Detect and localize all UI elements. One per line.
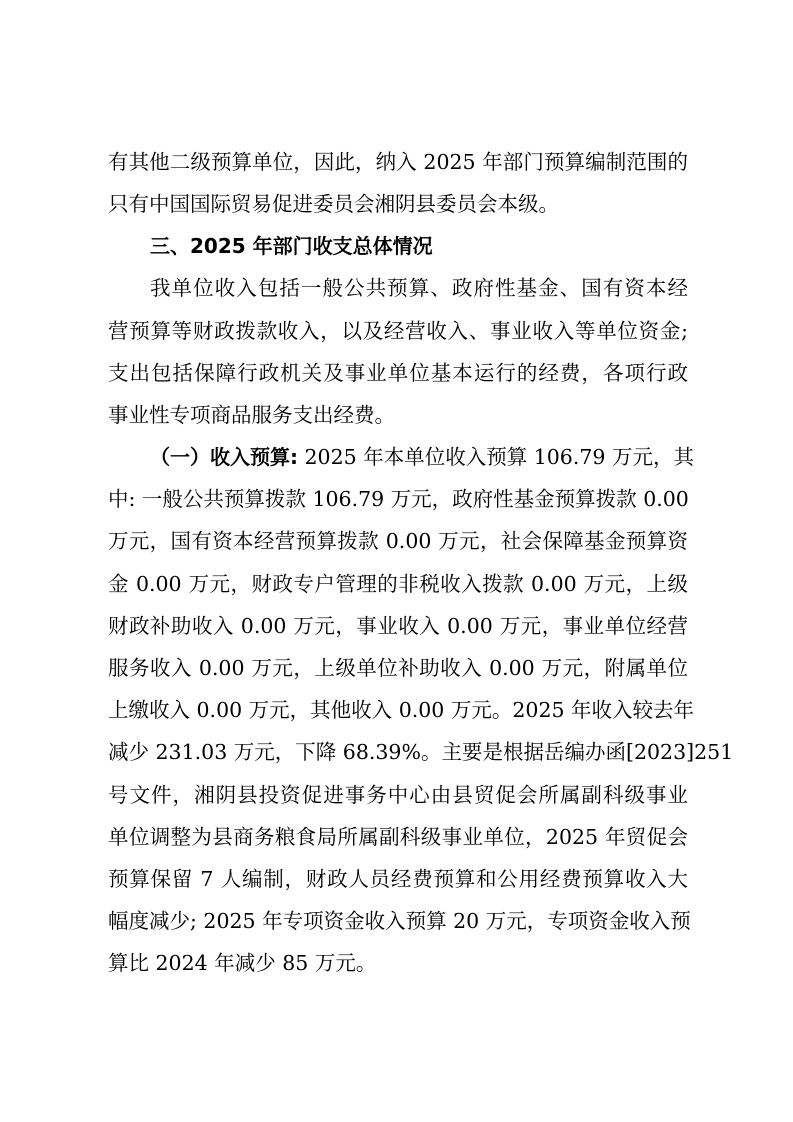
income-lead-label: （一）收入预算: [150,445,298,469]
income-line-11: 预算保留 7 人编制，财政人员经费预算和公用经费预算收入大 [108,867,688,891]
income-line-9: 号文件，湘阴县投资促进事务中心由县贸促会所属副科级事业 [108,783,688,807]
intro-line-2: 只有中国国际贸易促进委员会湘阴县委员会本级。 [108,192,559,216]
income-line-7: 上缴收入 0.00 万元，其他收入 0.00 万元。2025 年收入较去年 [108,698,695,722]
overview-line-2: 营预算等财政拨款收入，以及经营收入、事业收入等单位资金; [108,319,688,343]
intro-line-1: 有其他二级预算单位，因此，纳入 2025 年部门预算编制范围的 [108,150,688,174]
income-line-1-text: 2025 年本单位收入预算 106.79 万元，其 [298,445,694,469]
income-line-12: 幅度减少; 2025 年专项资金收入预算 20 万元，专项资金收入预 [108,909,691,933]
overview-line-1: 我单位收入包括一般公共预算、政府性基金、国有资本经 [150,276,688,300]
overview-line-3: 支出包括保障行政机关及事业单位基本运行的经费，各项行政 [108,361,688,385]
income-line-13: 算比 2024 年减少 85 万元。 [108,951,377,975]
income-line-10: 单位调整为县商务粮食局所属副科级事业单位，2025 年贸促会 [108,825,688,849]
income-line-5: 财政补助收入 0.00 万元，事业收入 0.00 万元，事业单位经营 [108,614,688,638]
income-line-4: 金 0.00 万元，财政专户管理的非税收入拨款 0.00 万元，上级 [108,572,688,596]
income-line-3: 万元，国有资本经营预算拨款 0.00 万元，社会保障基金预算资 [108,529,688,553]
income-line-8: 减少 231.03 万元，下降 68.39%。主要是根据岳编办函[2023]251 [108,740,734,764]
section-heading: 三、2025 年部门收支总体情况 [150,234,433,258]
income-line-1 [150,437,694,477]
income-line-2: 中: 一般公共预算拨款 106.79 万元，政府性基金预算拨款 0.00 [108,487,689,511]
income-line-6: 服务收入 0.00 万元，上级单位补助收入 0.00 万元，附属单位 [108,656,688,680]
overview-line-4: 事业性专项商品服务支出经费。 [108,403,395,427]
